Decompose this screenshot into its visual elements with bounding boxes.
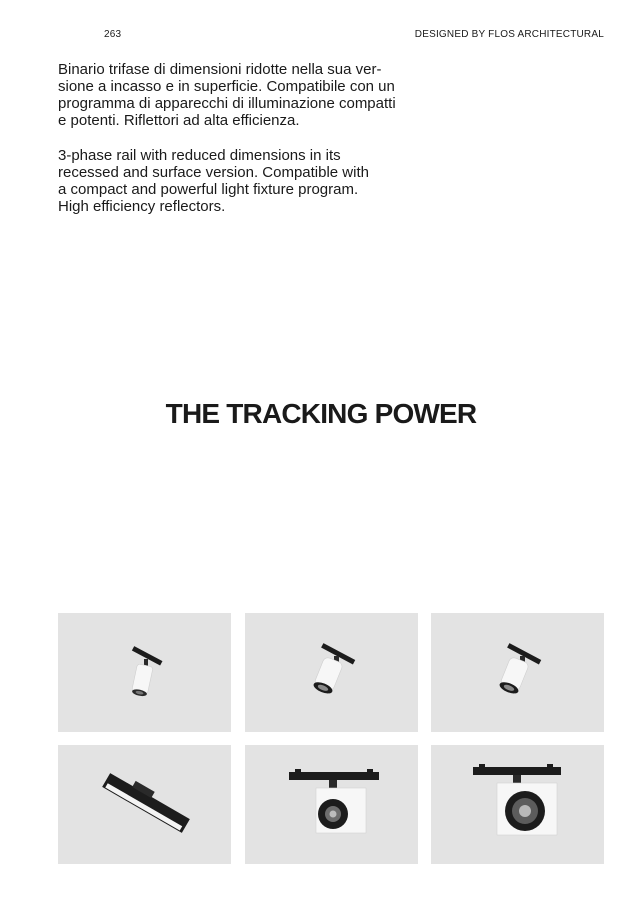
product-grid xyxy=(58,613,604,864)
description-english: 3-phase rail with reduced dimensions in its recessed and surface version. Compatible with a compact and powerful light fixture program. High efficiency reflectors. xyxy=(58,147,369,215)
section-title: THE TRACKING POWER xyxy=(165,398,477,429)
small-spotlight-icon xyxy=(58,613,231,732)
header-credit: DESIGNED BY FLOS ARCHITECTURAL xyxy=(414,29,604,40)
product-tile xyxy=(431,745,604,864)
medium-spotlight-icon xyxy=(245,613,418,732)
page-number: 263 xyxy=(104,29,122,40)
description-italian: Binario trifase di dimensioni ridotte nella sua ver- sione a incasso e in superficie. Compatibile con un programma di apparecchi di illuminazione compatti e potenti. Riflettori ad alta efficienza. xyxy=(58,61,396,129)
product-tile xyxy=(431,613,604,732)
medium-spotlight-icon xyxy=(431,613,604,732)
product-tile xyxy=(58,745,231,864)
large-square-projector-icon xyxy=(431,745,604,864)
square-projector-icon xyxy=(245,745,418,864)
product-tile xyxy=(245,613,418,732)
product-tile xyxy=(245,745,418,864)
linear-fixture-icon xyxy=(58,745,231,864)
product-tile xyxy=(58,613,231,732)
